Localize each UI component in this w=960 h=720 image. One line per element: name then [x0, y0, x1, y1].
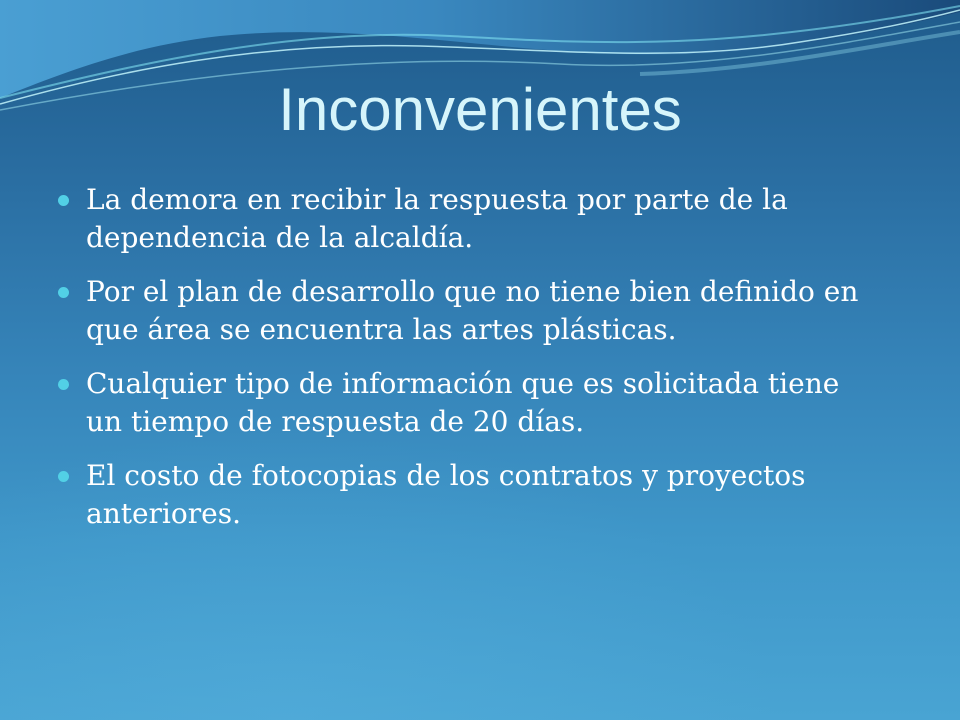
bullet-text: Por el plan de desarrollo que no tiene bien definido en que área se encuentra las artes plásticas. [86, 275, 859, 346]
bullet-icon [58, 287, 69, 298]
bullet-item [86, 457, 946, 533]
bullet-item [86, 273, 946, 349]
bullet-icon [58, 471, 69, 482]
bullet-list [86, 181, 946, 549]
bullet-text: El costo de fotocopias de los contratos y proyectos anteriores. [86, 459, 806, 530]
bullet-icon [58, 379, 69, 390]
slide-title: Inconvenientes [278, 76, 682, 143]
bullet-icon [58, 195, 69, 206]
bullet-text: Cualquier tipo de información que es solicitada tiene un tiempo de respuesta de 20 días. [86, 367, 840, 438]
bullet-text: La demora en recibir la respuesta por parte de la dependencia de la alcaldía. [86, 183, 788, 254]
bullet-item [86, 181, 946, 257]
bullet-item [86, 365, 946, 441]
